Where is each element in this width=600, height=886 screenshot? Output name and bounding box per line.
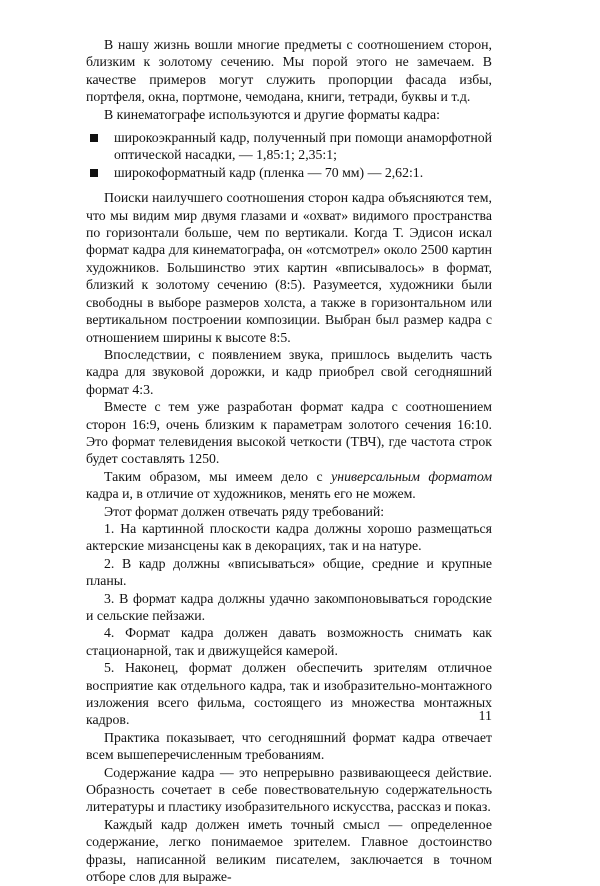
list-item-text: широкоэкранный кадр, полученный при помощи анаморфотной оптической насадки, — 1,85:1; 2,35:1; (114, 130, 492, 163)
universal-format-emphasis: универсальным форматом (331, 468, 492, 484)
requirement-5: 5. Наконец, формат должен обеспечить зрителям отличное восприятие как отдельного кадра, так и изобразительно-монтажного изложения всего фильма, состоящего из множества монтажных кадров. (86, 660, 492, 728)
square-bullet-icon (90, 169, 98, 177)
formats-list (86, 129, 492, 181)
requirement-4: 4. Формат кадра должен давать возможность снимать как стационарной, так и движущейся камерой. (86, 625, 492, 658)
paragraph-frame-meaning: Каждый кадр должен иметь точный смысл — определенное содержание, легко понимаемое зрителем. Главное достоинство фразы, написанной великим писателем, заключается в точном отборе слов для выраже- (86, 816, 492, 885)
list-item-text: широкоформатный кадр (пленка — 70 мм) — 2,62:1. (114, 164, 424, 180)
list-item (86, 129, 492, 164)
requirement-3: 3. В формат кадра должны удачно закомпоновываться городские и сельские пейзажи. (86, 590, 492, 623)
paragraph-formats-intro: В кинематографе используются и другие форматы кадра: (104, 106, 440, 122)
square-bullet-icon (90, 134, 98, 142)
page-number: 11 (478, 709, 492, 724)
paragraph-universal-format: Таким образом, мы имеем дело с универсальным форматом кадра и, в отличие от художников, менять его не можем. (86, 468, 492, 502)
paragraph-requirements-intro: Этот формат должен отвечать ряду требований: (104, 503, 385, 519)
paragraph-hdtv-format: Вместе с тем уже разработан формат кадра с соотношением сторон 16:9, очень близким к параметрам золотого сечения 16:10. Это формат телевидения высокой четкости (ТВЧ), где частота строк будет составлять 1250. (86, 399, 492, 467)
paragraph-frame-content: Содержание кадра — это непрерывно развивающееся действие. Образность сочетает в себе повествовательную содержательность литературы и пластику изобразительного искусства, рассказ и показ. (86, 764, 492, 815)
paragraph-practice: Практика показывает, что сегодняшний формат кадра отвечает всем вышеперечисленным требованиям. (86, 729, 492, 763)
list-item (86, 164, 492, 181)
requirement-2: 2. В кадр должны «вписываться» общие, средние и крупные планы. (86, 555, 492, 589)
paragraph-golden-ratio-objects: В нашу жизнь вошли многие предметы с соотношением сторон, близким к золотому сечению. Мы порой этого не замечаем. В качестве примеров могут служить пропорции фасада избы, портфеля, окна, портмоне, чемодана, книги, тетради, буквы и т.д. (86, 37, 492, 105)
text-column (86, 36, 492, 886)
requirement-1: 1. На картинной плоскости кадра должны хорошо размещаться актерские мизансцены как в декорациях, так и на натуре. (86, 520, 492, 554)
paragraph-sound-format: Впоследствии, с появлением звука, пришлось выделить часть кадра для звуковой дорожки, и кадр приобрел свой сегодняшний формат 4:3. (86, 346, 492, 397)
paragraph-aspect-search: Поиски наилучшего соотношения сторон кадра объясняются тем, что мы видим мир двумя глазами и «охват» видимого пространства по горизонтали больше, чем по вертикали. Когда Т. Эдисон искал формат кадра для кинематографа, он «отсмотрел» около 2500 картин художников. Большинство этих картин «вписывалось» в формат, близкий к золотому сечению (8:5). Разумеется, художники были свободны в выборе размеров холста, а также в горизонтальном или вертикальном построении композиции. Выбран был размер кадра с отношением ширины к высоте 8:5. (86, 190, 492, 345)
